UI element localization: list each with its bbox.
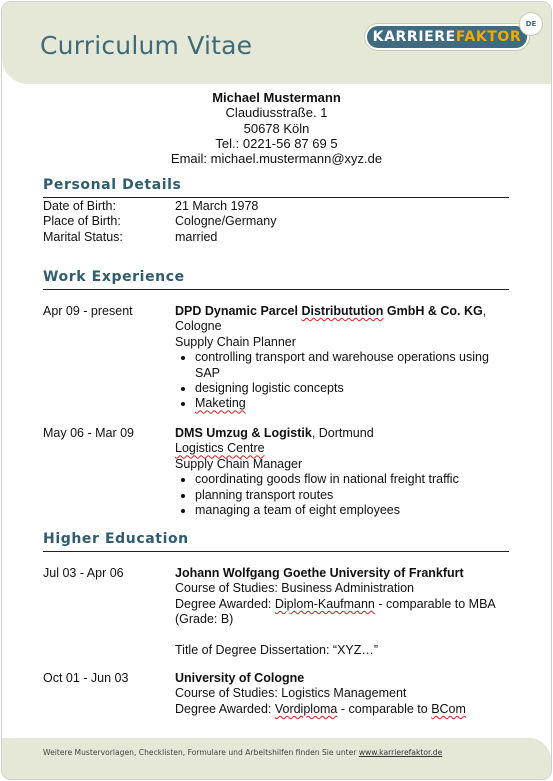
personal-row (43, 199, 513, 214)
personal-label: Date of Birth: (43, 199, 116, 213)
work-entry-role: Supply Chain Planner (175, 334, 296, 349)
work-entry-company-line (175, 426, 513, 441)
work-entry (43, 426, 513, 518)
education-course: Course of Studies: Logistics Management (175, 686, 407, 701)
education-entry-date: Oct 01 - Jun 03 (43, 671, 129, 685)
logo-text-accent: FAKTOR (455, 29, 522, 45)
work-entry-company-line (175, 304, 513, 335)
contact-email-line (2, 151, 551, 166)
contact-email-label: Email: (170, 151, 208, 167)
footer-band (2, 738, 551, 779)
list-item: • Maketing (195, 396, 513, 411)
personal-value: Cologne/Germany (175, 214, 277, 229)
work-entry (43, 304, 513, 412)
education-entry (43, 566, 513, 658)
education-degree: Degree Awarded: Vordiploma - comparable to BCom (175, 701, 466, 716)
work-experience-heading: Work Experience (43, 269, 509, 290)
personal-details-heading: Personal Details (43, 177, 509, 198)
list-item: • planning transport routes (195, 488, 513, 503)
logo-country-badge: DE (519, 12, 543, 36)
higher-education-heading: Higher Education (43, 531, 509, 552)
personal-value: 21 March 1978 (175, 199, 259, 213)
footer-website-link[interactable]: www.karrierefaktor.de (358, 748, 443, 757)
contact-city: 50678 Köln (243, 120, 310, 136)
work-entry-date: Apr 09 - present (43, 304, 133, 318)
document-title: Curriculum Vitae (40, 31, 253, 60)
education-school: University of Cologne (175, 671, 305, 685)
personal-row (43, 230, 513, 245)
list-item: • managing a team of eight employees (195, 503, 513, 518)
education-entry-date: Jul 03 - Apr 06 (43, 566, 124, 580)
personal-row (43, 214, 513, 229)
work-entry-unit: Logistics Centre (175, 441, 265, 456)
work-entry-company: DMS Umzug & Logistik (175, 426, 312, 440)
work-entry-tasks (175, 472, 513, 518)
work-entry-company: DPD Dynamic Parcel Distributution GmbH & Co. KG (175, 304, 483, 318)
personal-label: Marital Status: (43, 229, 123, 244)
work-entry-date: May 06 - Mar 09 (43, 426, 135, 440)
education-entry-body (175, 566, 513, 658)
contact-name: Michael Mustermann (212, 90, 341, 105)
personal-value: married (175, 229, 218, 244)
work-entry-location: , Cologne (175, 304, 487, 334)
education-school: Johann Wolfgang Goethe University of Frankfurt (175, 566, 464, 580)
work-entry-role: Supply Chain Manager (175, 456, 303, 471)
work-entry-tasks (175, 350, 513, 412)
contact-street: Claudiusstraße. 1 (225, 105, 328, 121)
karrierefaktor-logo (367, 26, 527, 48)
list-item: • designing logistic concepts (195, 381, 513, 396)
logo-text-main: KARRIERE (372, 29, 456, 45)
education-entry (43, 671, 513, 717)
education-entry-body (175, 671, 513, 717)
list-item: • coordinating goods flow in national freight traffic (195, 472, 513, 487)
education-course: Course of Studies: Business Administration (175, 581, 415, 596)
education-dissertation: Title of Degree Dissertation: “XYZ…” (175, 643, 379, 658)
education-degree: Degree Awarded: Diplom-Kaufmann - comparable to MBA (Grade: B) (175, 596, 496, 627)
footer-text (43, 748, 442, 757)
work-entry-location: , Dortmund (311, 426, 374, 440)
list-item: • controlling transport and warehouse operations using SAP (195, 350, 513, 381)
work-entry-body (175, 426, 513, 518)
cv-page (1, 1, 552, 780)
contact-email: michael.mustermann@xyz.de (210, 151, 383, 167)
spacer (175, 628, 513, 643)
work-entry-body (175, 304, 513, 412)
contact-block (2, 90, 551, 166)
footer-note: Weitere Mustervorlagen, Checklisten, Formulare und Arbeitshilfen finden Sie unter (43, 748, 359, 757)
contact-phone: Tel.: 0221-56 87 69 5 (215, 135, 338, 151)
personal-label: Place of Birth: (43, 214, 121, 229)
personal-details-list (43, 199, 513, 245)
